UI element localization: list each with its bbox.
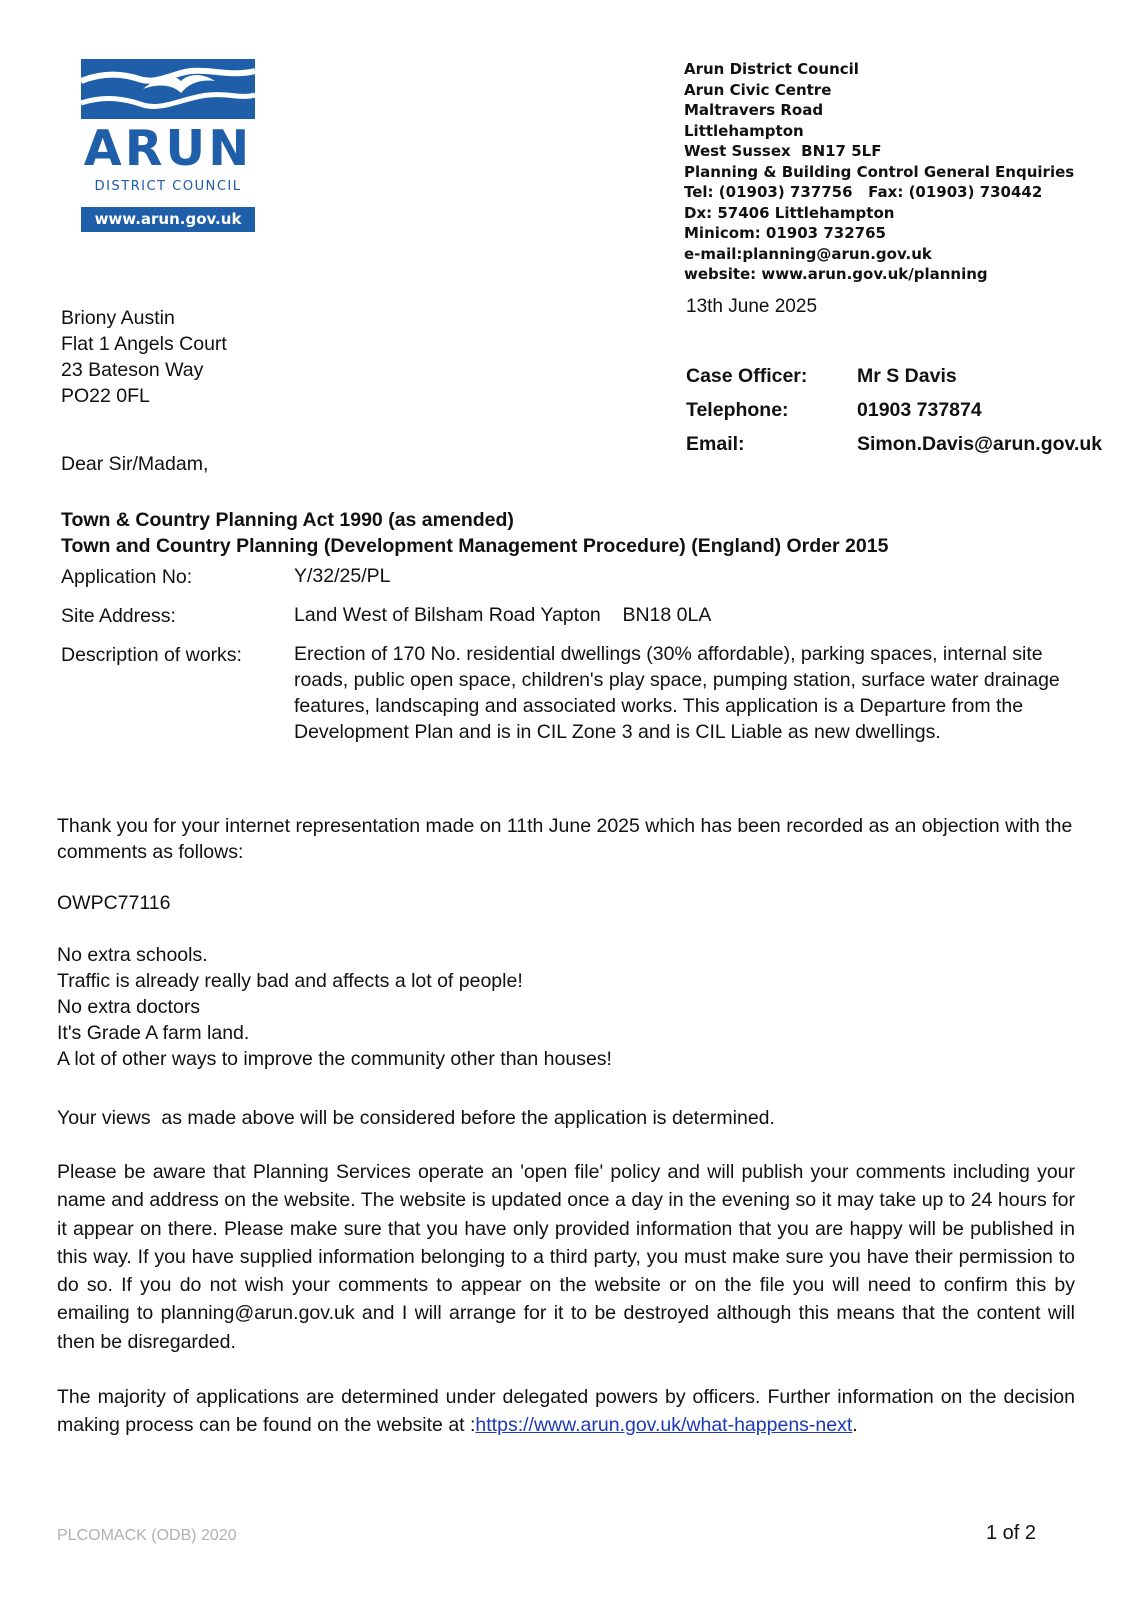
logo-subtitle: DISTRICT COUNCIL — [94, 179, 242, 194]
recipient-line2: 23 Bateson Way — [61, 359, 204, 381]
telephone-value: 01903 737874 — [857, 399, 982, 421]
description-label: Description of works: — [61, 644, 242, 666]
footer-code: PLCOMACK (ODB) 2020 — [57, 1527, 237, 1544]
council-address-line: Tel: (01903) 737756 Fax: (01903) 730442 — [684, 183, 1043, 201]
recipient-postcode: PO22 0FL — [61, 385, 150, 407]
council-address-line: West Sussex BN17 5LF — [684, 142, 882, 160]
council-address-line: Arun District Council — [684, 60, 859, 78]
majority-paragraph — [57, 1383, 1075, 1440]
comment-line: It's Grade A farm land. — [57, 1022, 250, 1044]
description-value: Erection of 170 No. residential dwellings (30% affordable), parking spaces, internal site roads, public open space, children's play space, pumping station, surface water drainage features, landscaping and associated works. This application is a Departure from the Development Plan and is in CIL Zone 3 and is CIL Liable as new dwellings. — [294, 643, 1060, 743]
what-happens-next-link[interactable]: https://www.arun.gov.uk/what-happens-next — [475, 1414, 853, 1437]
comment-line: A lot of other ways to improve the community other than houses! — [57, 1048, 612, 1070]
salutation: Dear Sir/Madam, — [61, 453, 209, 475]
case-officer-label: Case Officer: — [686, 365, 808, 387]
case-officer-row — [686, 359, 1102, 393]
comment-line: Traffic is already really bad and affects a lot of people! — [57, 970, 523, 992]
open-file-paragraph: Please be aware that Planning Services operate an 'open file' policy and will publish your comments including your name and address on the website. The website is updated once a day in the evening so it may take up to 24 hours for it appear on there. Please make sure that you have only provided information that you are happy will be published in this way. If you have supplied information belonging to a third party, you must make sure you have their permission to do so. If you do not wish your comments to appear on the website or on the file you will need to confirm this by emailing to planning@arun.gov.uk and I will arrange for it to be destroyed although this means that the content will then be disregarded. — [57, 1161, 1075, 1353]
legislation-heading — [61, 507, 888, 559]
comments-list — [57, 942, 1075, 1072]
site-address-label: Site Address: — [61, 605, 176, 627]
council-address-block — [684, 59, 1074, 285]
case-contact — [686, 359, 1102, 461]
council-email[interactable]: e-mail:planning@arun.gov.uk — [684, 244, 932, 263]
seagull-waves-icon — [81, 59, 255, 119]
recipient-line1: Flat 1 Angels Court — [61, 333, 227, 355]
council-logo — [81, 59, 255, 233]
reference-code: OWPC77116 — [57, 892, 171, 914]
comment-line: No extra schools. — [57, 944, 208, 966]
logo-wordmark: ARUN — [83, 120, 253, 177]
email-value[interactable]: Simon.Davis@arun.gov.uk — [857, 433, 1103, 455]
telephone-label: Telephone: — [686, 399, 789, 421]
council-address-line: Maltravers Road — [684, 101, 824, 119]
majority-end: . — [852, 1414, 858, 1437]
majority-text: The majority of applications are determined under delegated powers by officers. Further information on the decision making process can be found on the website at : — [57, 1386, 1075, 1437]
letter-date: 13th June 2025 — [686, 296, 818, 317]
case-officer-value: Mr S Davis — [857, 365, 957, 387]
email-row — [686, 427, 1102, 461]
telephone-row — [686, 393, 1102, 427]
email-label: Email: — [686, 433, 745, 455]
application-no-label: Application No: — [61, 566, 193, 588]
act-line-1: Town & Country Planning Act 1990 (as amended) — [61, 509, 514, 531]
site-address-value: Land West of Bilsham Road Yapton BN18 0LA — [294, 604, 712, 626]
views-paragraph: Your views as made above will be considered before the application is determined. — [57, 1107, 775, 1129]
thanks-paragraph: Thank you for your internet representation made on 11th June 2025 which has been recorded as an objection with the comments as follows: — [57, 815, 1073, 863]
comment-line: No extra doctors — [57, 996, 201, 1018]
recipient-name: Briony Austin — [61, 307, 175, 329]
council-address-line: Minicom: 01903 732765 — [684, 224, 886, 242]
council-website[interactable]: website: www.arun.gov.uk/planning — [684, 265, 988, 283]
act-line-2: Town and Country Planning (Development Management Procedure) (England) Order 2015 — [61, 535, 889, 557]
council-address-line: Arun Civic Centre — [684, 80, 832, 99]
council-address-line: Littlehampton — [684, 121, 804, 140]
recipient-address — [61, 305, 227, 409]
logo-website[interactable]: www.arun.gov.uk — [81, 207, 255, 232]
application-no-value: Y/32/25/PL — [294, 565, 391, 587]
page-number: 1 of 2 — [986, 1522, 1037, 1544]
council-address-line: Dx: 57406 Littlehampton — [684, 203, 895, 222]
council-address-line: Planning & Building Control General Enquiries — [684, 162, 1075, 181]
